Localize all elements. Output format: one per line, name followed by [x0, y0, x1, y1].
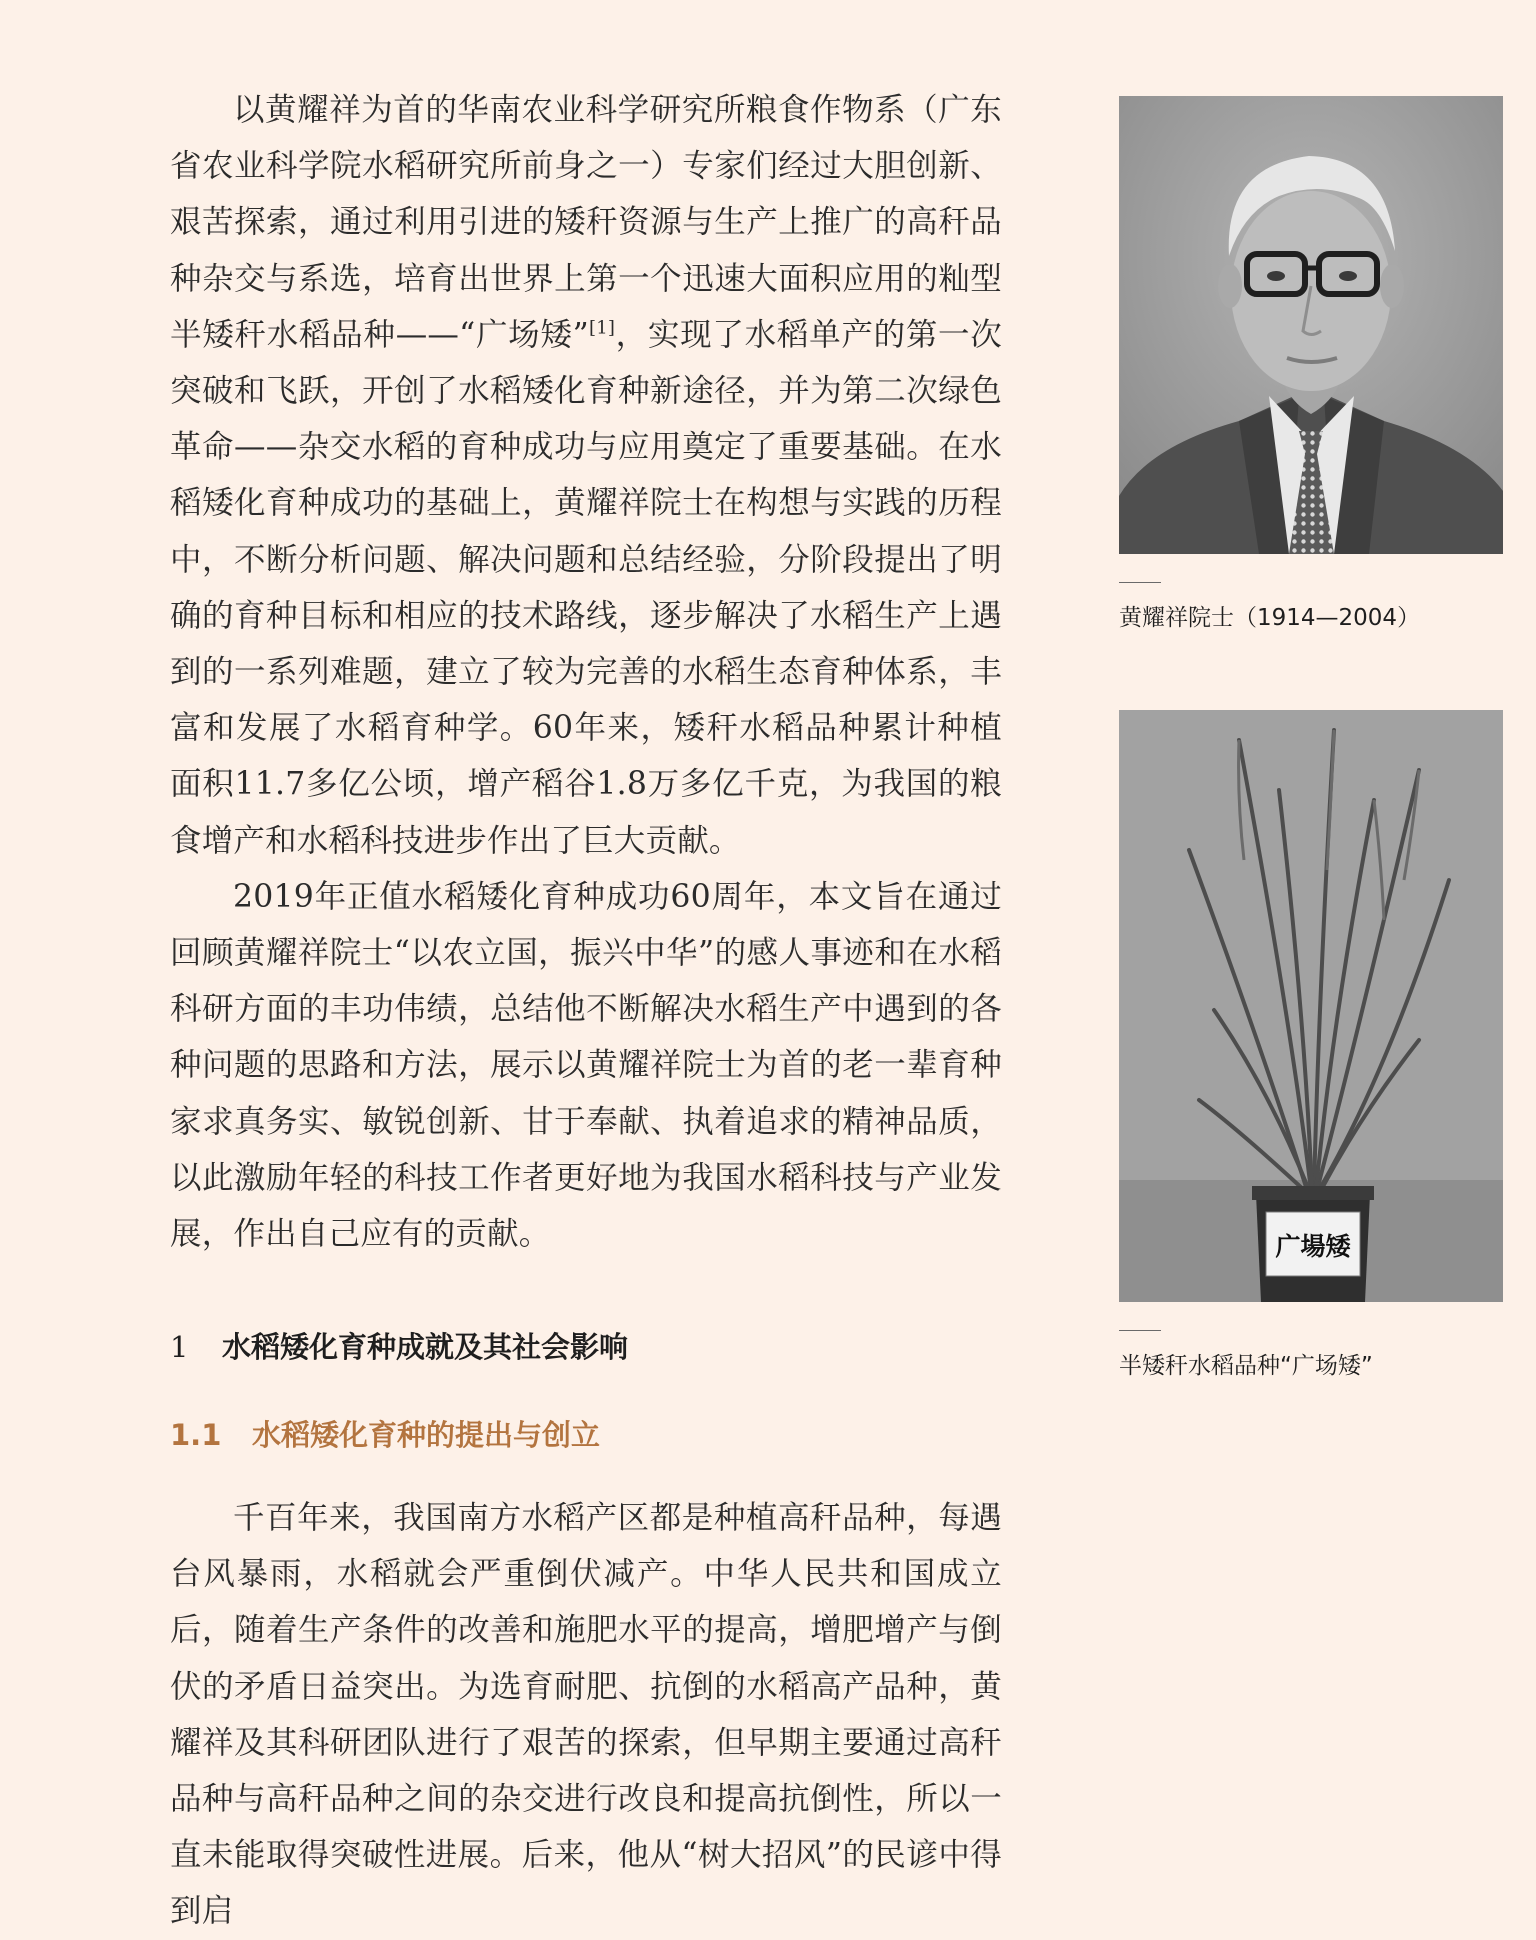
- main-text-column: [170, 82, 1002, 1262]
- subsection-heading: [170, 1413, 600, 1454]
- portrait-photo: [1119, 96, 1503, 554]
- paragraph-purpose: 2019年正值水稻矮化育种成功60周年，本文旨在通过回顾黄耀祥院士“以农立国，振兴中华”的感人事迹和在水稻科研方面的丰功伟绩，总结他不断解决水稻生产中遇到的各种问题的思路和方法，展示以黄耀祥院士为首的老一辈育种家求真务实、敏锐创新、甘于奉献、执着追求的精神品质，以此激励年轻的科技工作者更好地为我国水稻科技与产业发展，作出自己应有的贡献。: [170, 878, 1002, 1253]
- paragraph-intro-continued: ，实现了水稻单产的第一次突破和飞跃，开创了水稻矮化育种新途径，并为第二次绿色革命——杂交水稻的育种成功与应用奠定了重要基础。在水稻矮化育种成功的基础上，黄耀祥院士在构想与实践的历程中，不断分析问题、解决问题和总结经验，分阶段提出了明确的育种目标和相应的技术路线，逐步解决了水稻生产上遇到的一系列难题，建立了较为完善的水稻生态育种体系，丰富和发展了水稻育种学。60年来，矮秆水稻品种累计种植面积11.7多亿公顷，增产稻谷1.8万多亿千克，为我国的粮食增产和水稻科技进步作出了巨大贡献。: [170, 316, 1003, 859]
- caption-rule: [1119, 582, 1161, 583]
- rice-plant-photo: [1119, 710, 1503, 1302]
- figure-portrait: [1119, 96, 1503, 632]
- paragraph-intro: [170, 82, 1002, 869]
- portrait-caption: 黄耀祥院士（1914—2004）: [1119, 605, 1421, 631]
- section-title: 水稻矮化育种成就及其社会影响: [222, 1330, 629, 1364]
- pot-label-text: 广場矮: [1275, 1232, 1351, 1261]
- section-number: 1: [170, 1330, 189, 1364]
- main-text-continued: [170, 1490, 1002, 1940]
- paragraph-intro-text: 以黄耀祥为首的华南农业科学研究所粮食作物系（广东省农业科学院水稻研究所前身之一）专家们经过大胆创新、艰苦探索，通过利用引进的矮秆资源与生产上推广的高秆品种杂交与系选，培育出世界上第一个迅速大面积应用的籼型半矮秆水稻品种——“广场矮”: [170, 92, 1002, 353]
- subsection-title: 水稻矮化育种的提出与创立: [252, 1418, 601, 1452]
- rice-plant-caption: 半矮秆水稻品种“广场矮”: [1119, 1353, 1373, 1379]
- figure-rice-plant: [1119, 710, 1503, 1380]
- caption-rule: [1119, 1330, 1161, 1331]
- section-heading: [170, 1325, 628, 1366]
- citation-ref[interactable]: [1]: [588, 317, 616, 339]
- subsection-number: 1.1: [170, 1418, 222, 1452]
- paragraph-history: 千百年来，我国南方水稻产区都是种植高秆品种，每遇台风暴雨，水稻就会严重倒伏减产。中华人民共和国成立后，随着生产条件的改善和施肥水平的提高，增肥增产与倒伏的矛盾日益突出。为选育耐肥、抗倒的水稻高产品种，黄耀祥及其科研团队进行了艰苦的探索，但早期主要通过高秆品种与高秆品种之间的杂交进行改良和提高抗倒性，所以一直未能取得突破性进展。后来，他从“树大招风”的民谚中得到启: [170, 1500, 1002, 1930]
